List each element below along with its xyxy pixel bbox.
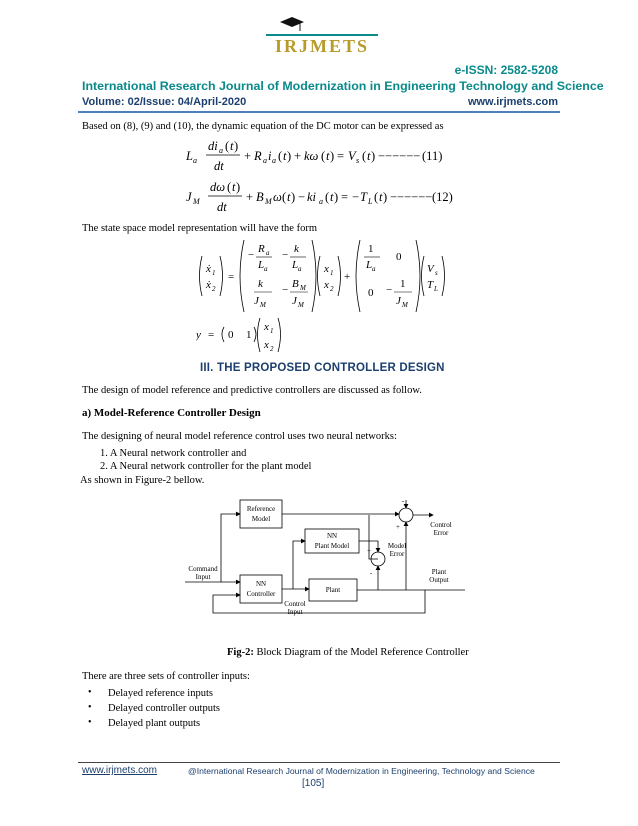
svg-text:(: (: [282, 190, 287, 204]
svg-text:(12): (12): [432, 190, 453, 204]
section-paragraph: The design of model reference and predictive controllers are discussed as follow.: [82, 385, 422, 396]
svg-text:(: (: [278, 149, 283, 163]
bullet-dot: •: [88, 687, 92, 698]
journal-logo: [262, 12, 382, 60]
section-heading: III. THE PROPOSED CONTROLLER DESIGN: [200, 362, 445, 374]
command-input-label: Input: [195, 573, 211, 581]
svg-text:s: s: [435, 269, 438, 277]
list-item: Delayed plant outputs: [108, 718, 201, 729]
svg-text:B: B: [256, 190, 264, 204]
svg-text:2: 2: [212, 285, 216, 293]
svg-text:=: =: [228, 271, 235, 283]
control-error-sum: [399, 508, 413, 522]
svg-text:V: V: [348, 149, 356, 163]
svg-text:J: J: [292, 295, 297, 307]
list-item: Delayed controller outputs: [108, 703, 220, 714]
svg-text:dω: dω: [210, 180, 226, 194]
svg-text:M: M: [265, 197, 272, 206]
svg-text:a: a: [319, 197, 323, 206]
svg-text:−−−−−−: −−−−−−: [378, 149, 421, 163]
svg-text:0: 0: [368, 287, 374, 299]
svg-text:M: M: [260, 301, 266, 309]
svg-text:t: t: [330, 190, 334, 204]
svg-text:a: a: [372, 265, 376, 273]
nn-plant-model-label: Plant Model: [314, 542, 350, 550]
control-input-label: Input: [287, 608, 303, 616]
svg-text:−: −: [248, 249, 255, 261]
figure-reference: As shown in Figure-2 bellow.: [80, 475, 205, 486]
header-website-link[interactable]: www.irjmets.com: [467, 96, 558, 108]
subsection-heading: a) Model-Reference Controller Design: [82, 407, 261, 419]
svg-text:): ): [330, 149, 335, 163]
journal-title: International Research Journal of Modernization in Engineering Technology and Science: [82, 79, 604, 93]
svg-text:−−−−−−: −−−−−−: [390, 190, 433, 204]
state-space-intro: The state space model representation will have the form: [82, 223, 317, 234]
footer-copyright: @International Research Journal of Modernization in Engineering, Technology and Science: [188, 766, 535, 776]
svg-text:+: +: [344, 271, 351, 283]
svg-text:−: −: [352, 190, 360, 204]
svg-text:1: 1: [368, 243, 374, 255]
nn-controller-label: NN: [255, 580, 267, 588]
svg-text:1: 1: [212, 269, 216, 277]
block-diagram: [185, 495, 465, 620]
svg-text:(11): (11): [422, 149, 443, 163]
logo-text: IRJMETS: [274, 36, 370, 56]
svg-text:a: a: [219, 146, 223, 155]
svg-text:t: t: [326, 149, 330, 163]
bullet-dot: •: [88, 717, 92, 728]
svg-text:L: L: [366, 259, 373, 271]
control-error-label: Control: [430, 521, 452, 529]
svg-text:J: J: [186, 190, 192, 204]
plus-sign: +: [396, 523, 400, 531]
plus-sign: +: [367, 547, 371, 555]
svg-text:x: x: [324, 279, 329, 291]
svg-text:a: a: [298, 265, 302, 273]
plant-output-label: Plant: [431, 568, 447, 576]
list-item: 1. A Neural network controller and: [100, 448, 247, 459]
figure-caption: Fig-2: Block Diagram of the Model Reference Controller: [227, 647, 469, 658]
svg-text:a: a: [266, 249, 270, 257]
svg-text:k: k: [258, 278, 263, 290]
svg-text:−: −: [386, 284, 393, 296]
svg-text:+: +: [294, 149, 302, 163]
svg-text:): ): [371, 149, 376, 163]
footer-divider: [78, 762, 560, 763]
svg-text:x: x: [264, 321, 269, 333]
svg-text:kω: kω: [304, 149, 319, 163]
svg-text:−: −: [282, 284, 289, 296]
reference-model-label: Model: [251, 515, 271, 523]
svg-text:a: a: [272, 156, 276, 165]
svg-text:k: k: [294, 243, 299, 255]
svg-text:R: R: [258, 243, 265, 255]
svg-text:(: (: [225, 139, 230, 153]
svg-text:1: 1: [330, 269, 334, 277]
svg-text:): ): [234, 139, 239, 153]
svg-text:B: B: [292, 278, 299, 290]
plant-label: Plant: [325, 586, 341, 594]
intro-paragraph: Based on (8), (9) and (10), the dynamic equation of the DC motor can be expressed as: [82, 121, 444, 132]
svg-text:=: =: [337, 149, 345, 163]
svg-text:−: −: [298, 190, 306, 204]
svg-text:2: 2: [270, 345, 274, 353]
svg-text:dt: dt: [214, 159, 224, 173]
svg-text:L: L: [434, 285, 438, 293]
svg-text:T: T: [427, 279, 434, 291]
control-input-label: Control: [284, 600, 306, 608]
nn-controller-label: Controller: [246, 590, 276, 598]
svg-text:R: R: [254, 149, 262, 163]
svg-text:M: M: [300, 284, 306, 292]
reference-model-label: Reference: [246, 505, 276, 513]
svg-text:t: t: [367, 149, 371, 163]
svg-text:(: (: [321, 149, 326, 163]
model-error-label: Error: [389, 550, 405, 558]
footer-website-link[interactable]: www.irjmets.com: [82, 765, 158, 776]
svg-text:): ): [287, 149, 292, 163]
svg-text:V: V: [427, 263, 434, 275]
svg-text:): ): [236, 180, 241, 194]
svg-text:=: =: [341, 190, 349, 204]
svg-text:x: x: [324, 263, 329, 275]
svg-text:+: +: [244, 149, 252, 163]
svg-text:0: 0: [228, 329, 234, 341]
list-item: Delayed reference inputs: [108, 688, 213, 699]
svg-text:2: 2: [330, 285, 334, 293]
svg-text:M: M: [193, 197, 200, 206]
minus-sign: -: [369, 569, 373, 577]
svg-text:1: 1: [400, 278, 406, 290]
svg-text:s: s: [356, 156, 360, 165]
list-item: 2. A Neural network controller for the plant model: [100, 461, 312, 472]
state-space-equation: [196, 238, 456, 356]
svg-text:M: M: [298, 301, 304, 309]
svg-text:0: 0: [396, 251, 402, 263]
svg-text:t: t: [232, 180, 236, 194]
svg-text:): ): [334, 190, 339, 204]
header-divider: [78, 111, 560, 113]
svg-text:L: L: [186, 149, 193, 163]
svg-text:t: t: [230, 139, 234, 153]
control-error-label: Error: [433, 529, 449, 537]
svg-text:di: di: [208, 139, 218, 153]
svg-text:ω: ω: [273, 190, 282, 204]
svg-text:(: (: [362, 149, 367, 163]
issn: e-ISSN: 2582-5208: [454, 63, 558, 77]
svg-text:a: a: [193, 156, 197, 165]
svg-text:L: L: [258, 259, 265, 271]
equation-12: [186, 177, 466, 217]
svg-text:1: 1: [270, 327, 274, 335]
bullet-dot: •: [88, 702, 92, 713]
volume-issue: Volume: 02/Issue: 04/April-2020: [82, 96, 247, 108]
svg-text:): ): [383, 190, 388, 204]
equation-11: [186, 136, 456, 176]
svg-text:t: t: [287, 190, 291, 204]
svg-text:T: T: [360, 190, 367, 204]
inputs-intro: There are three sets of controller inputs:: [82, 671, 250, 682]
svg-text:a: a: [264, 265, 268, 273]
svg-text:t: t: [379, 190, 383, 204]
svg-text:dt: dt: [217, 200, 227, 214]
svg-text:x: x: [264, 339, 269, 351]
model-error-label: Model: [387, 542, 407, 550]
svg-text:a: a: [263, 156, 267, 165]
svg-text:y: y: [196, 329, 201, 341]
svg-text:t: t: [283, 149, 287, 163]
svg-text:): ): [291, 190, 296, 204]
svg-text:=: =: [208, 329, 215, 341]
svg-text:L: L: [292, 259, 299, 271]
svg-text:1: 1: [246, 329, 252, 341]
svg-text:(: (: [325, 190, 330, 204]
svg-text:(: (: [227, 180, 232, 194]
svg-text:−: −: [282, 249, 289, 261]
svg-text:J: J: [254, 295, 259, 307]
page-number: [105]: [302, 778, 325, 789]
subsection-paragraph: The designing of neural model reference control uses two neural networks:: [82, 431, 397, 442]
svg-text:ki: ki: [307, 190, 317, 204]
svg-text:J: J: [396, 295, 401, 307]
svg-text:ẋ: ẋ: [206, 279, 211, 291]
minus-sign: -: [401, 497, 405, 505]
svg-text:+: +: [246, 190, 254, 204]
svg-text:L: L: [368, 197, 373, 206]
plant-output-label: Output: [429, 576, 449, 584]
svg-text:M: M: [402, 301, 408, 309]
nn-plant-model-label: NN: [326, 532, 338, 540]
svg-text:i: i: [268, 149, 272, 163]
command-input-label: Command: [188, 565, 218, 573]
svg-text:(: (: [374, 190, 379, 204]
svg-text:ẋ: ẋ: [206, 263, 211, 275]
